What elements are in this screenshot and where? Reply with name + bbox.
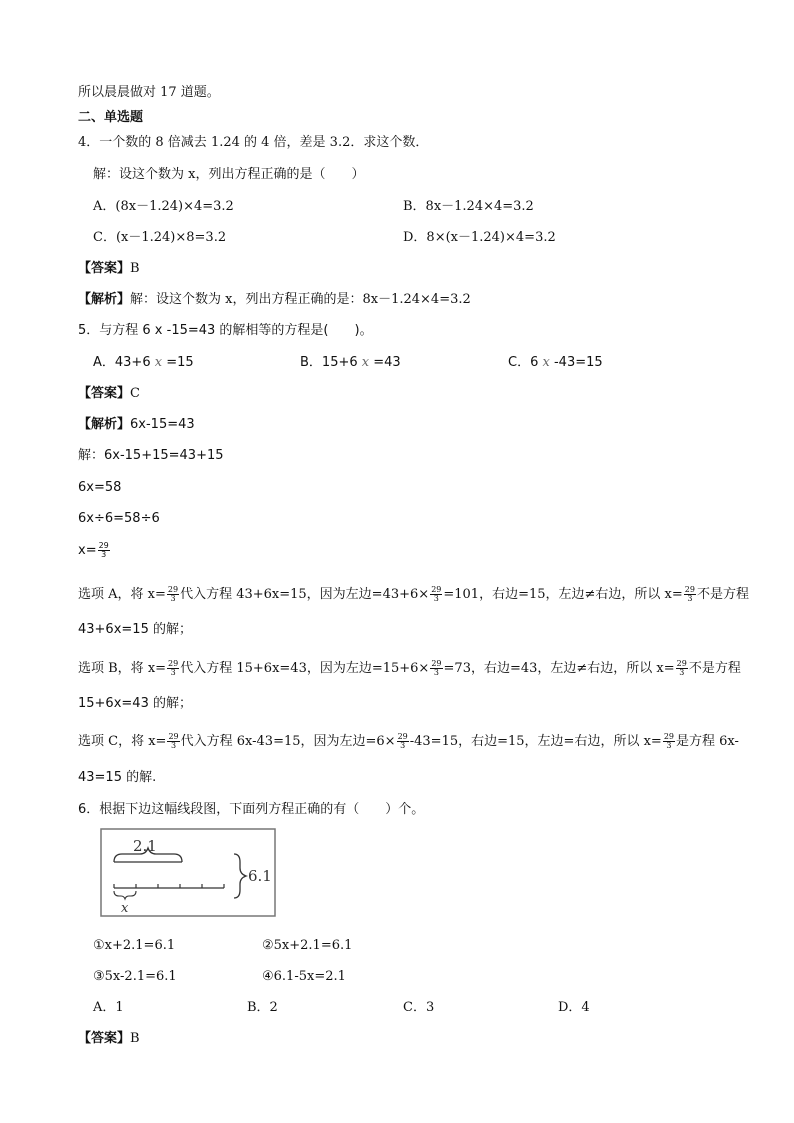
fraction-numerator: 29	[431, 585, 442, 594]
q5-step-3: 6x÷6=58÷6	[78, 511, 160, 526]
q4-stem: 4．一个数的 8 倍减去 1.24 的 4 倍，差是 3.2．求这个数．	[78, 135, 429, 150]
diagram-label-right: 6.1	[248, 867, 272, 885]
fraction	[430, 586, 442, 603]
q6-equation-1: ①x+2.1=6.1	[93, 938, 176, 953]
fraction-denominator: 3	[433, 668, 439, 677]
q5-answer-value: C	[130, 386, 140, 401]
q6-stem: 6．根据下边这幅线段图，下面列方程正确的有（ ）个。	[78, 802, 425, 817]
fraction-numerator: 29	[684, 585, 695, 594]
q4-analysis-label: 【解析】	[78, 292, 131, 307]
q6-equation-3: ③5x-2.1=6.1	[93, 969, 177, 984]
q6-option-b: B．2	[247, 1000, 278, 1015]
q5-b1-part1: 选项 B，将 x=	[78, 661, 167, 676]
q6-answer	[78, 1031, 140, 1047]
q5-option-b-check	[78, 660, 741, 677]
q5-option-b-pre: B．15+6	[300, 355, 358, 370]
q6-option-c: C．3	[403, 1000, 435, 1015]
fraction	[167, 586, 179, 603]
q4-option-a: A．(8x－1.24)×4=3.2	[93, 199, 234, 214]
q4-option-d: D．8×(x－1.24)×4=3.2	[403, 230, 556, 245]
q5-a1-part3: =101，右边=15，左边≠右边，所以 x=	[443, 587, 683, 602]
fraction	[663, 733, 675, 750]
q6-answer-label: 【答案】	[78, 1031, 131, 1046]
q5-b1-part3: =73，右边=43，左边≠右边，所以 x=	[443, 661, 675, 676]
fraction-denominator: 3	[170, 741, 177, 750]
q5-option-c-check-cont: 43=15 的解.	[78, 770, 157, 785]
q5-option-a-check	[78, 586, 749, 603]
q5-option-c-var: x	[542, 355, 550, 370]
q5-option-b-check-cont: 15+6x=43 的解；	[78, 696, 192, 711]
q5-answer	[78, 386, 140, 402]
fraction	[430, 660, 442, 677]
q4-answer-value: B	[130, 261, 140, 276]
q6-option-d: D．4	[558, 1000, 590, 1015]
q4-answer	[78, 261, 140, 277]
diagram-label-top: 2.1	[133, 837, 157, 855]
q5-option-a	[93, 355, 194, 371]
fraction-numerator: 29	[168, 732, 179, 741]
previous-conclusion: 所以晨晨做对 17 道题。	[78, 85, 220, 100]
q5-option-a-pre: A．43+6	[93, 355, 151, 370]
fraction	[167, 733, 179, 750]
q5-c1-part3: -43=15，右边=15，左边=右边，所以 x=	[409, 734, 662, 749]
fraction	[397, 733, 409, 750]
fraction-denominator: 3	[101, 550, 107, 559]
fraction-denominator: 3	[666, 741, 672, 750]
fraction-denominator: 3	[679, 668, 685, 677]
fraction-numerator: 29	[167, 585, 179, 594]
q5-analysis-label: 【解析】	[78, 417, 131, 432]
q5-step-2: 6x=58	[78, 480, 122, 495]
q5-c1-part2: 代入方程 6x-43=15，因为左边=6×	[180, 734, 396, 749]
fraction-denominator: 3	[687, 594, 693, 603]
q5-step-4-pre: x=	[78, 543, 97, 558]
q5-option-c-pre: C．6	[508, 355, 539, 370]
fraction-denominator: 3	[400, 741, 406, 750]
q4-option-c: C．(x－1.24)×8=3.2	[93, 230, 227, 245]
q5-b1-part2: 代入方程 15+6x=43，因为左边=15+6×	[180, 661, 430, 676]
fraction-denominator: 3	[170, 668, 176, 677]
fraction-numerator: 29	[168, 659, 179, 668]
q4-analysis	[78, 292, 471, 308]
q5-a1-part4: 不是方程	[696, 587, 749, 602]
fraction-numerator: 29	[676, 659, 687, 668]
fraction	[98, 542, 110, 559]
q5-option-c-post: -43=15	[553, 355, 603, 370]
fraction-numerator: 29	[431, 659, 442, 668]
fraction-numerator: 29	[98, 541, 109, 550]
q5-step-1: 解：6x-15+15=43+15	[78, 448, 224, 463]
q5-option-a-post: =15	[166, 355, 194, 370]
q4-analysis-text: 解：设这个数为 x，列出方程正确的是：8x－1.24×4=3.2	[130, 292, 471, 307]
q5-analysis-equation: 6x-15=43	[130, 417, 195, 432]
q5-option-a-check-cont: 43+6x=15 的解；	[78, 622, 192, 637]
fraction-numerator: 29	[663, 732, 674, 741]
q6-equation-2: ②5x+2.1=6.1	[262, 938, 353, 953]
q4-prompt: 解：设这个数为 x，列出方程正确的是（ ）	[93, 167, 365, 182]
section-title: 二、单选题	[78, 110, 144, 125]
q5-option-b-var: x	[361, 355, 370, 370]
q5-option-a-var: x	[154, 355, 163, 370]
q5-step-4	[78, 542, 111, 559]
q5-c1-part1: 选项 C，将 x=	[78, 734, 167, 749]
fraction-numerator: 29	[397, 732, 408, 741]
q5-c1-part4: 是方程 6x-	[676, 734, 739, 749]
q4-option-b: B．8x－1.24×4=3.2	[403, 199, 534, 214]
fraction-denominator: 3	[170, 594, 176, 603]
q5-a1-part1: 选项 A，将 x=	[78, 587, 166, 602]
q5-option-c	[508, 355, 603, 371]
q5-b1-part4: 不是方程	[688, 661, 741, 676]
fraction	[676, 660, 688, 677]
q5-stem: 5．与方程 6 x -15=43 的解相等的方程是( )。	[78, 323, 373, 338]
q6-equation-4: ④6.1-5x=2.1	[262, 969, 346, 984]
q5-option-b	[300, 355, 401, 371]
fraction-denominator: 3	[433, 594, 439, 603]
q5-option-c-check	[78, 733, 739, 750]
q5-answer-label: 【答案】	[78, 386, 131, 401]
q6-option-a: A．1	[93, 1000, 124, 1015]
q5-analysis	[78, 417, 195, 433]
fraction	[684, 586, 696, 603]
fraction	[167, 660, 179, 677]
q6-answer-value: B	[130, 1031, 140, 1046]
line-segment-diagram	[100, 828, 276, 917]
q5-a1-part2: 代入方程 43+6x=15，因为左边=43+6×	[180, 587, 430, 602]
q4-answer-label: 【答案】	[78, 261, 131, 276]
diagram-label-x: x	[121, 901, 129, 916]
q5-option-b-post: =43	[373, 355, 401, 370]
